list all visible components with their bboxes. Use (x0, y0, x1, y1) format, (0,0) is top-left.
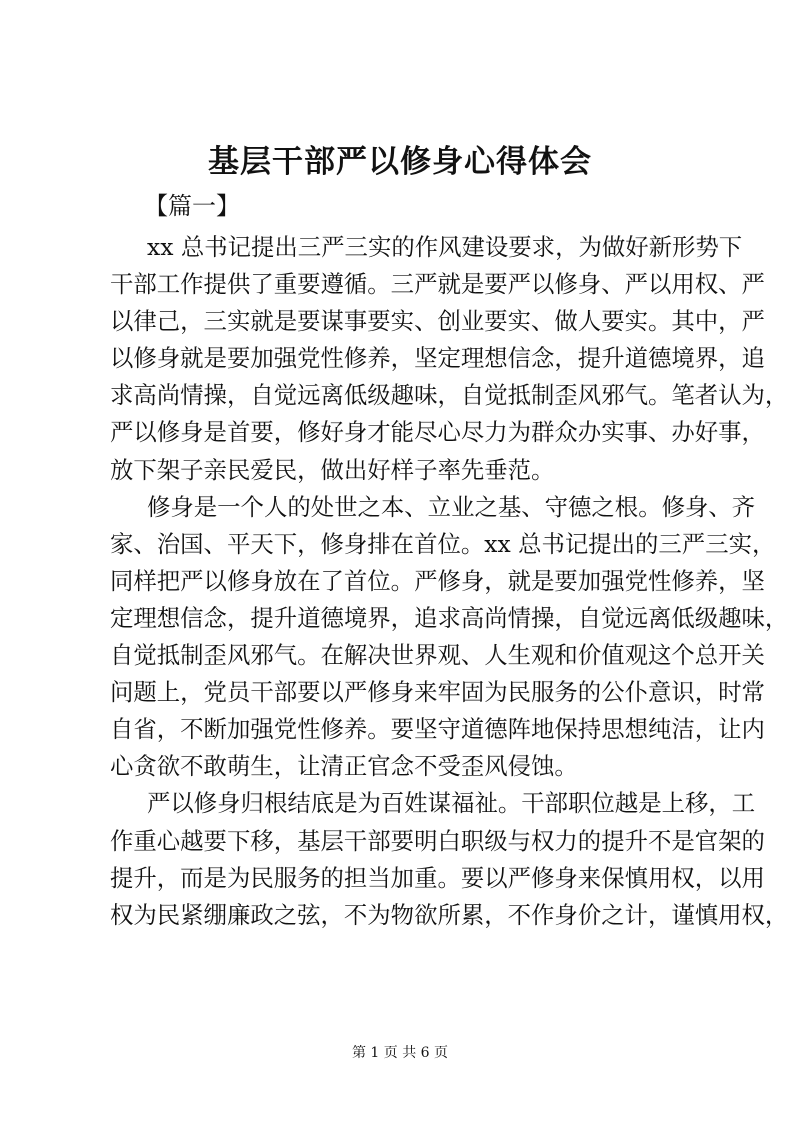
paragraph-1-line-4: 以修身就是要加强党性修养，坚定理想信念，提升道德境界，追 (110, 344, 765, 373)
document-title: 基层干部严以修身心得体会 (208, 144, 592, 180)
paragraph-1-line-3: 以律己，三实就是要谋事要实、创业要实、做人要实。其中，严 (110, 307, 765, 336)
document-body (110, 229, 789, 934)
section-label: 【篇一】 (144, 192, 240, 220)
paragraph-2-line-3: 同样把严以修身放在了首位。严修身，就是要加强党性修养，坚 (110, 566, 765, 595)
paragraph-2-line-7: 自省，不断加强党性修养。要坚守道德阵地保持思想纯洁，让内 (110, 715, 765, 744)
paragraph-2-line-2: 家、治国、平天下，修身排在首位。xx 总书记提出的三严三实， (110, 529, 776, 558)
paragraph-1-line-7: 放下架子亲民爱民，做出好样子率先垂范。 (110, 455, 555, 484)
paragraph-3-line-1: 严以修身归根结底是为百姓谋福祉。干部职位越是上移，工 (147, 789, 756, 818)
paragraph-3-line-3: 提升，而是为民服务的担当加重。要以严修身来保慎用权，以用 (110, 863, 765, 892)
paragraph-1-line-2: 干部工作提供了重要遵循。三严就是要严以修身、严以用权、严 (110, 270, 765, 299)
paragraph-1-line-6: 严以修身是首要，修好身才能尽心尽力为群众办实事、办好事， (110, 418, 765, 447)
paragraph-3-line-4: 权为民紧绷廉政之弦，不为物欲所累，不作身价之计，谨慎用权， (110, 900, 789, 929)
paragraph-1-line-1: xx 总书记提出三严三实的作风建设要求，为做好新形势下 (147, 233, 743, 261)
paragraph-1-line-5: 求高尚情操，自觉远离低级趣味，自觉抵制歪风邪气。笔者认为， (110, 381, 789, 410)
paragraph-2-line-6: 问题上，党员干部要以严修身来牢固为民服务的公仆意识，时常 (110, 678, 765, 707)
paragraph-2-line-4: 定理想信念，提升道德境界，追求高尚情操，自觉远离低级趣味， (110, 603, 789, 632)
paragraph-3-line-2: 作重心越要下移，基层干部要明白职级与权力的提升不是官架的 (110, 826, 765, 855)
paragraph-2-line-5: 自觉抵制歪风邪气。在解决世界观、人生观和价值观这个总开关 (110, 641, 765, 670)
page-footer: 第 1 页 共 6 页 (351, 1045, 449, 1061)
paragraph-2-line-1: 修身是一个人的处世之本、立业之基、守德之根。修身、齐 (147, 492, 756, 521)
paragraph-2-line-8: 心贪欲不敢萌生，让清正官念不受歪风侵蚀。 (110, 752, 578, 781)
